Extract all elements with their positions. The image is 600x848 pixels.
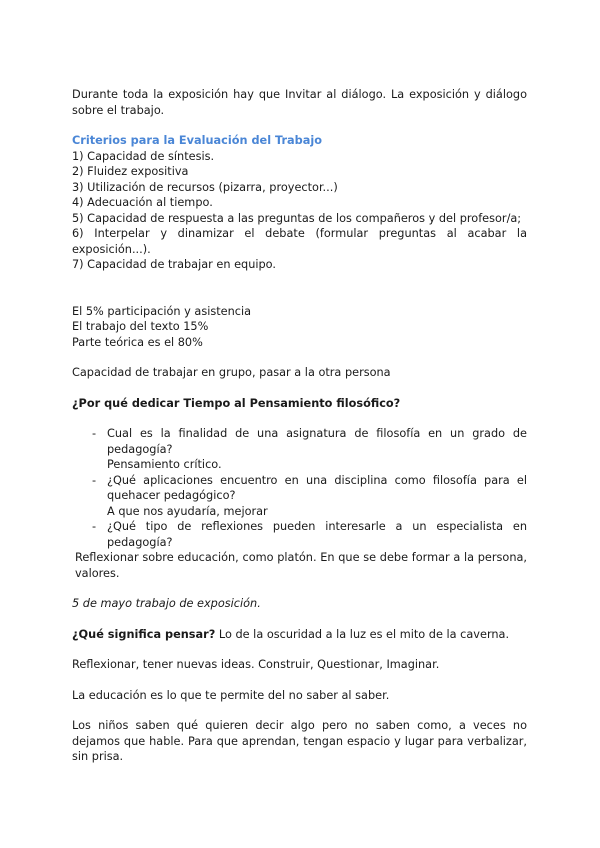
question-list <box>72 426 527 550</box>
grading-line: El trabajo del texto 15% <box>72 320 209 333</box>
children-paragraph: Los niños saben qué quieren decir algo pero no saben como, a veces no dejamos que hable. Para que aprendan, tengan espacio y lugar para verbalizar, sin prisa. <box>72 719 527 763</box>
document-page <box>72 87 527 765</box>
list-item <box>72 426 527 473</box>
intro-paragraph: Durante toda la exposición hay que Invitar al diálogo. La exposición y diálogo sobre el trabajo. <box>72 88 527 117</box>
criteria-item: 4) Adecuación al tiempo. <box>72 196 213 209</box>
think-paragraph <box>72 627 527 643</box>
answer-text: A que nos ayudaría, mejorar <box>107 504 268 518</box>
date-note: 5 de mayo trabajo de exposición. <box>72 597 261 610</box>
grading-line: Parte teórica es el 80% <box>72 335 203 349</box>
criteria-item: 3) Utilización de recursos (pizarra, proyector...) <box>72 180 338 194</box>
education-paragraph: La educación es lo que te permite del no saber al saber. <box>72 688 390 702</box>
question-text: ¿Qué tipo de reflexiones pueden interesarle a un especialista en pedagogía? <box>107 520 527 549</box>
criteria-item: 1) Capacidad de síntesis. <box>72 149 215 163</box>
think-text: Lo de la oscuridad a la luz es el mito de la caverna. <box>215 627 510 641</box>
question-text: Cual es la finalidad de una asignatura de filosofía en un grado de pedagogía? <box>107 427 527 456</box>
criteria-item: 6) Interpelar y dinamizar el debate (formular preguntas al acabar la exposición...). <box>72 227 527 256</box>
answer-text: Pensamiento crítico. <box>107 458 222 471</box>
group-note: Capacidad de trabajar en grupo, pasar a la otra persona <box>72 366 391 379</box>
why-heading: ¿Por qué dedicar Tiempo al Pensamiento filosófico? <box>72 396 401 410</box>
list-item <box>72 519 527 550</box>
criteria-item: 2) Fluidez expositiva <box>72 165 189 178</box>
grading-line: El 5% participación y asistencia <box>72 304 252 318</box>
question-text: ¿Qué aplicaciones encuentro en una disciplina como filosofía para el quehacer pedagógico? <box>107 473 527 502</box>
ideas-paragraph: Reflexionar, tener nuevas ideas. Construir, Questionar, Imaginar. <box>72 658 440 671</box>
criteria-heading: Criterios para la Evaluación del Trabajo <box>72 134 323 147</box>
dash-bullet: - <box>92 473 97 487</box>
think-label: ¿Qué significa pensar? <box>72 627 216 641</box>
dash-bullet: - <box>92 427 97 440</box>
dash-bullet: - <box>92 520 97 533</box>
list-item <box>72 473 527 520</box>
reflection-paragraph: Reflexionar sobre educación, como platón. En que se debe formar a la persona, valores. <box>75 551 527 580</box>
criteria-item: 7) Capacidad de trabajar en equipo. <box>72 258 276 271</box>
criteria-item: 5) Capacidad de respuesta a las preguntas de los compañeros y del profesor/a; <box>72 211 522 225</box>
